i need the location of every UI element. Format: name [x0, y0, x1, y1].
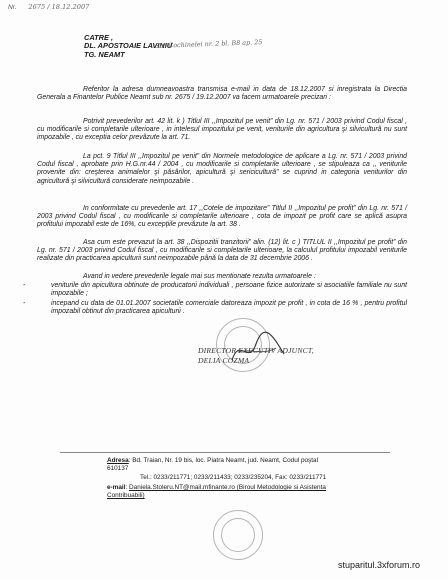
- footer-divider: [60, 452, 390, 453]
- handwritten-address-note: Str. Cochinelei nr. 2 bl. B8 ap. 25: [154, 38, 263, 50]
- bullet-item-2: [23, 300, 407, 316]
- bullet-dash-icon: -: [23, 300, 26, 307]
- bullet-item-2-text: incepand cu data de 01.01.2007 societatile comerciale datoreaza impozit pe profit , in cota de 16 % , pentru profitul impozabil obtinut din practicarea apiculturii .: [51, 300, 407, 316]
- recipient-line-3: TG. NEAMT: [84, 49, 125, 59]
- footer-email: e-mail: Daniela.Stoleru.NT@mail.mfinante.ro (Biroul Metodologie si Asistenta Contribuabili): [107, 484, 326, 499]
- site-watermark: stuparitul.3xforum.ro: [337, 560, 420, 570]
- footer-address-text: Bd. Traian, Nr. 19 bis, loc. Piatra Neamt, jud. Neamt, Codul poştal 610137: [107, 457, 319, 472]
- handwritten-signature-icon: [228, 330, 288, 370]
- paragraph-art38: Asa cum este prevazut la art. 38 ,,Dispozitii tranzitorii” alin. (12) lit. c ) TITLUL II ,,Impozitul pe profit” din Lg. nr. 571 / 2003 privind Codul fiscal , cu modificarile si completarile ulterioare, la calculul profitului impozabil veniturile realizate din practicarea apiculturii sunt neimpozabile până la data de 31 decembrie 2006 .: [37, 239, 407, 263]
- registration-number: [8, 3, 89, 11]
- paragraph-intro: Referitor la adresa dumneavoastra transmisa e-mail in data de 18.12.2007 si inregistrata la Directia Generala a Finantelor Publice Neamt sub nr. 2675 / 19.12.2007 va facem urmatoarele precizari :: [37, 86, 407, 102]
- bullet-item-1-text: veniturile din apicultura obtinute de producatorii individuali , persoane fizice autorizate si asociatiile familiale nu sunt impozabile ;: [51, 282, 407, 298]
- footer-email-text: Daniela.Stoleru.NT@mail.mfinante.ro (Biroul Metodologie si Asistenta Contribuabili): [107, 484, 326, 499]
- registration-number-value: 2675 / 18.12.2007: [28, 3, 90, 11]
- footer-phone: Tel.: 0233/211771; 0233/211433; 0233/235204, Fax: 0233/211771: [140, 474, 327, 481]
- official-stamp-footer-inner: [221, 518, 255, 552]
- bullet-dash-icon: -: [23, 282, 26, 289]
- signature-name: DELIA COZMA: [198, 356, 250, 365]
- footer-email-label: e-mail: [107, 484, 126, 491]
- footer-address: Adresa: Bd. Traian, Nr. 19 bis, loc. Piatra Neamt, jud. Neamt, Codul poştal 610137: [107, 457, 319, 472]
- paragraph-pct9: La pct. 9 Titlul III ,,Impozitul pe venit” din Normele metodologice de aplicare a Lg. nr. 571 / 2003 privind Codul fiscal , aprobate prin H.G.nr.44 / 2004 , cu modificarile si completarile ulterioare , se stipuleaza ca ,, veniturile provenite din: creşterea animalelor şi păsărilor, apicultură şi sericicultură” se cuprind in categoria veniturilor din agricultură şi silvicultură considerate neimpozabile .: [37, 153, 407, 185]
- recipient-line-1: CATRE ,: [84, 33, 114, 42]
- signature-title: DIRECTOR EXECUTIV ADJUNCT,: [198, 346, 314, 355]
- registration-number-label: Nr.: [8, 4, 17, 11]
- paragraph-conclusion: Avand in vedere prevederile legale mai sus mentionate rezulta urmatoarele :: [83, 273, 316, 280]
- paragraph-art17: In conformitate cu prevederile art. 17 ,,Cotele de impozitare” Titlul II ,,Impozitul pe profit” din Lg. nr. 571 / 2003 privind Codul fiscal , cu modificarile si completarile ulterioare , cota de impozit pe profit care se aplică asupra profitului impozabil este de 16%, cu excepţiile prevăzute la art. 38 .: [37, 205, 407, 229]
- bullet-item-1: [23, 282, 407, 298]
- footer-address-label: Adresa: [107, 457, 129, 464]
- paragraph-art42: Potrivit prevederilor art. 42 lit. k ) Titlul III ,,Impozitul pe venit” din Lg. nr. 571 / 2003 privind Codul fiscal , cu modificarile si completarile ulterioare , in intelesul impozitului pe venit, veniturile din agricultura şi silvicultură nu sunt impozabile , cu exceptia celor prevăzute la art. 71.: [37, 118, 407, 142]
- recipient-line-2: DL. APOSTOAIE LAVINIU: [84, 41, 173, 51]
